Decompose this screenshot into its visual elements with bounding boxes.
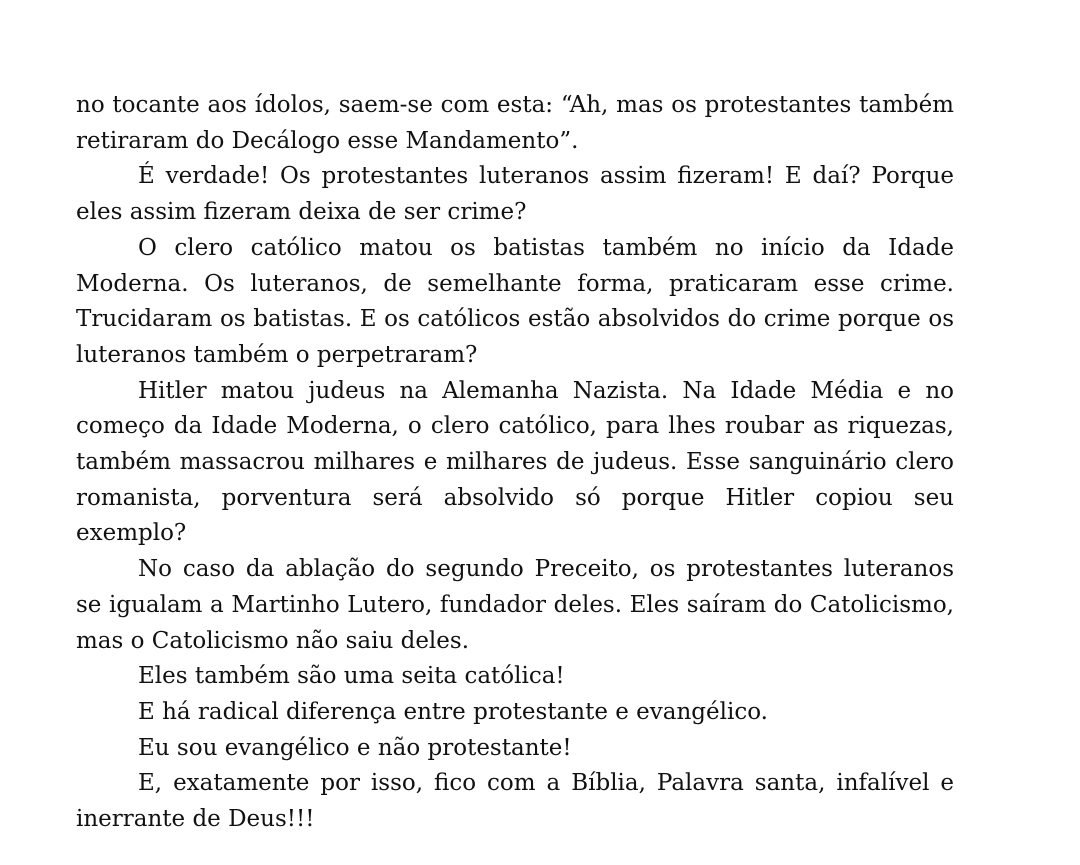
paragraph-7: E há radical diferença entre protestante e evangélico. (138, 698, 768, 725)
paragraph-6: Eles também são uma seita católica! (138, 663, 565, 690)
paragraph-4: Hitler matou judeus na Alemanha Nazista. Na Idade Média e no começo da Idade Moderna, o clero católico, para lhes roubar as riquezas, também massacrou milhares e milhares de judeus. Esse sanguinário clero romanista, porventura será absolvido só porque Hitler copiou seu exemplo? (76, 377, 954, 547)
paragraph-9: E, exatamente por isso, fico com a Bíblia, Palavra santa, infalível e inerrante de Deus!!! (76, 770, 954, 833)
paragraph-3: O clero católico matou os batistas também no início da Idade Moderna. Os luteranos, de semelhante forma, praticaram esse crime. Trucidaram os batistas. E os católicos estão absolvidos do crime porque os luteranos também o perpetraram? (76, 234, 954, 368)
paragraph-2: É verdade! Os protestantes luteranos assim fizeram! E daí? Porque eles assim fizeram deixa de ser crime? (76, 163, 954, 226)
document-page (76, 88, 954, 838)
paragraph-5: No caso da ablação do segundo Preceito, os protestantes luteranos se igualam a Martinho Lutero, fundador deles. Eles saíram do Catolicismo, mas o Catolicismo não saiu deles. (76, 556, 954, 654)
paragraph-1: no tocante aos ídolos, saem-se com esta: “Ah, mas os protestantes também retiraram do Decálogo esse Mandamento”. (76, 92, 954, 154)
paragraph-8: Eu sou evangélico e não protestante! (138, 734, 572, 761)
